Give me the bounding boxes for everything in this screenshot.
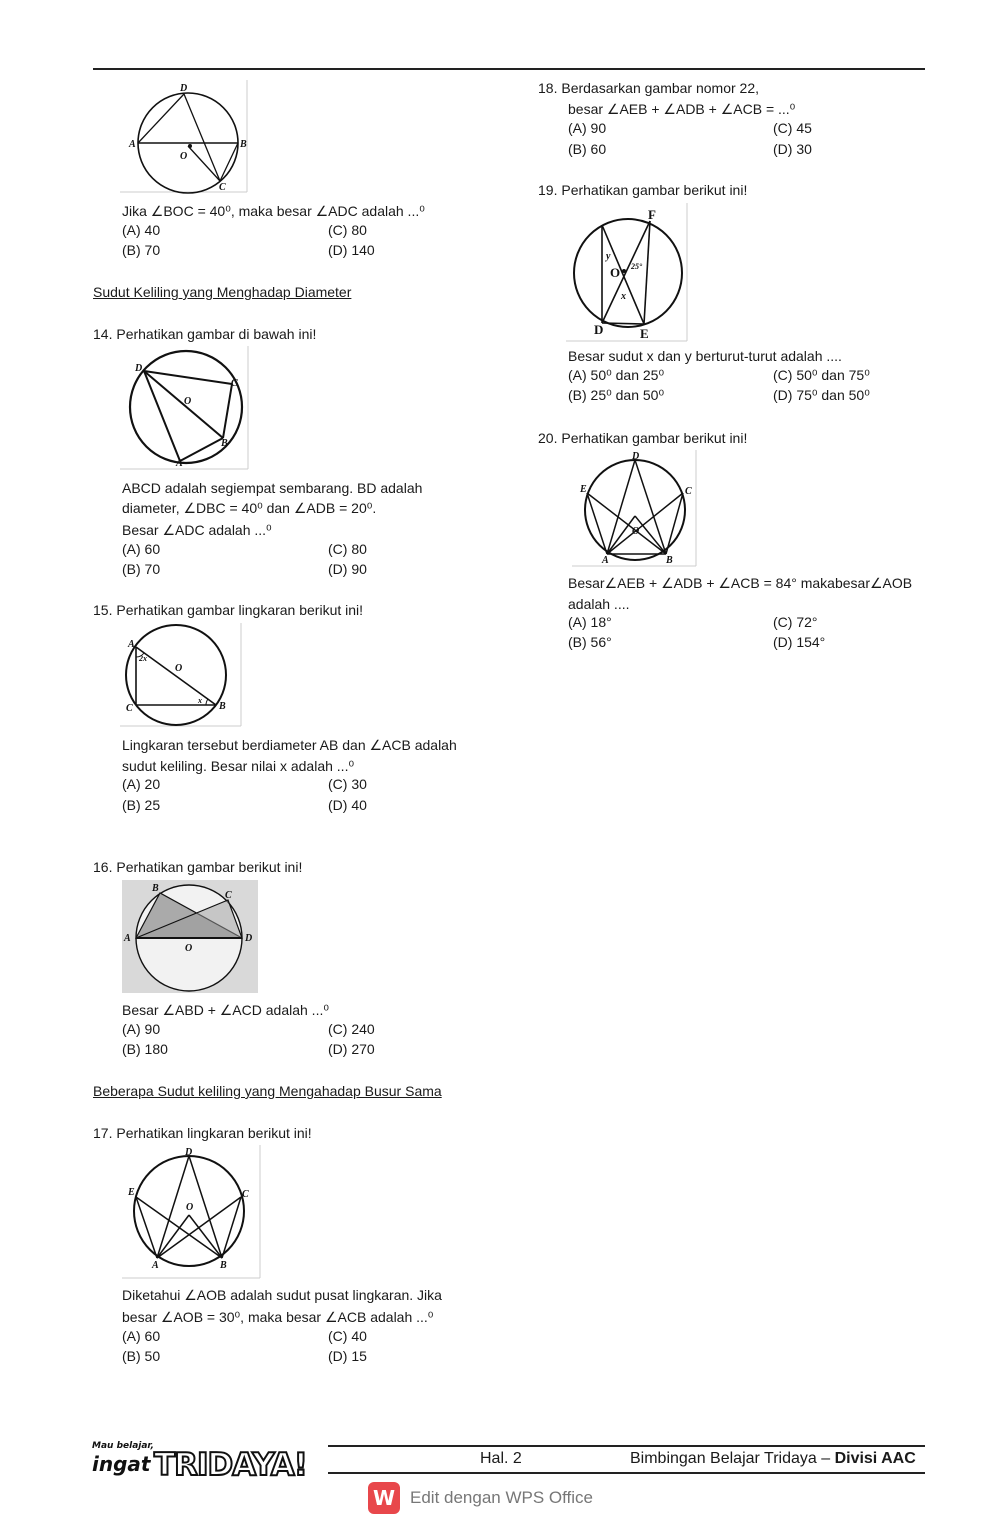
brand-ingat: ingat <box>92 1452 151 1476</box>
q19-label-o: O <box>610 265 621 280</box>
q17-diagram <box>122 1145 262 1280</box>
wps-office-icon: W <box>368 1482 400 1514</box>
q14-line3: Besar ∠ADC adalah ...⁰ <box>122 522 272 538</box>
brand-tagline: Mau belajar, <box>92 1441 154 1451</box>
footer-program <box>630 1450 916 1468</box>
q13-label-o: O <box>180 151 188 162</box>
q19-title: 19. Perhatikan gambar berikut ini! <box>538 182 748 198</box>
q17-label-o: O <box>186 1202 194 1213</box>
page-number: Hal. 2 <box>480 1450 522 1467</box>
q20-label-b: B <box>666 555 673 566</box>
q15-line2: sudut keliling. Besar nilai x adalah ...⁰ <box>122 758 355 774</box>
q19-label-angle: 25° <box>631 262 643 271</box>
section-heading-same-arc: Beberapa Sudut keliling yang Mengahadap Busur Sama <box>93 1083 442 1099</box>
q20-label-a: A <box>602 555 609 566</box>
q16-line1: Besar ∠ABD + ∠ACD adalah ...⁰ <box>122 1002 329 1018</box>
q14-option-d[interactable]: (D) 90 <box>328 561 367 577</box>
q19-label-y: y <box>606 251 611 262</box>
q18-option-a[interactable]: (A) 90 <box>568 120 607 136</box>
q20-label-c: C <box>685 486 692 497</box>
q20-option-d[interactable]: (D) 154° <box>773 634 826 650</box>
q13-label-b: B <box>240 139 247 150</box>
q19-option-d[interactable]: (D) 75⁰ dan 50⁰ <box>773 387 870 403</box>
q16-label-b: B <box>152 883 159 894</box>
q14-option-a[interactable]: (A) 60 <box>122 541 161 557</box>
q13-option-d[interactable]: (D) 140 <box>328 242 375 258</box>
q19-label-d: D <box>594 322 604 337</box>
q20-option-c[interactable]: (C) 72° <box>773 614 818 630</box>
q17-label-e: E <box>128 1187 135 1198</box>
q13-label-a: A <box>129 139 136 150</box>
q13-question: Jika ∠BOC = 40⁰, maka besar ∠ADC adalah ...⁰ <box>122 203 425 219</box>
q15-label-c: C <box>126 703 133 714</box>
q15-option-b[interactable]: (B) 25 <box>122 797 161 813</box>
q17-option-b[interactable]: (B) 50 <box>122 1348 161 1364</box>
q17-label-c: C <box>242 1189 249 1200</box>
q13-label-d: D <box>180 83 188 94</box>
q14-line2: diameter, ∠DBC = 40⁰ dan ∠ADB = 20⁰. <box>122 500 377 516</box>
q20-option-b[interactable]: (B) 56° <box>568 634 612 650</box>
q19-label-x: x <box>621 291 626 302</box>
section-heading-diameter: Sudut Keliling yang Menghadap Diameter <box>93 284 352 300</box>
q20-diagram <box>572 450 698 568</box>
tridaya-logo-graphic <box>92 1438 332 1480</box>
q14-line1: ABCD adalah segiempat sembarang. BD adalah <box>122 480 423 496</box>
q20-figure <box>572 450 698 568</box>
brand-name: TRIDAYA! <box>154 1447 307 1480</box>
q15-label-b: B <box>219 701 226 712</box>
q20-label-e: E <box>580 484 587 495</box>
q15-label-angle-a: 2x <box>139 654 147 663</box>
q19-option-c[interactable]: (C) 50⁰ dan 75⁰ <box>773 367 870 383</box>
footer-rule-top <box>328 1445 925 1447</box>
q20-label-d: D <box>632 451 640 462</box>
q15-option-c[interactable]: (C) 30 <box>328 776 367 792</box>
q14-label-o: O <box>184 396 192 407</box>
q16-option-c[interactable]: (C) 240 <box>328 1021 375 1037</box>
q14-title: 14. Perhatikan gambar di bawah ini! <box>93 326 317 342</box>
q17-line1: Diketahui ∠AOB adalah sudut pusat lingkaran. Jika <box>122 1287 442 1303</box>
wps-edit-label: Edit dengan WPS Office <box>410 1488 594 1507</box>
q18-title: 18. Berdasarkan gambar nomor 22, <box>538 80 760 96</box>
q13-option-c[interactable]: (C) 80 <box>328 222 367 238</box>
q16-label-d: D <box>245 933 253 944</box>
q19-diagram <box>566 203 689 343</box>
q14-label-c: C <box>231 378 238 389</box>
q20-title: 20. Perhatikan gambar berikut ini! <box>538 430 748 446</box>
q17-line2: besar ∠AOB = 30⁰, maka besar ∠ACB adalah ...⁰ <box>122 1309 434 1325</box>
q14-diagram <box>120 346 250 471</box>
footer-program-label: Bimbingan Belajar Tridaya – <box>630 1450 835 1467</box>
q16-option-d[interactable]: (D) 270 <box>328 1041 375 1057</box>
q17-option-d[interactable]: (D) 15 <box>328 1348 367 1364</box>
q19-line1: Besar sudut x dan y berturut-turut adalah .... <box>568 348 842 364</box>
q19-label-e: E <box>640 326 649 341</box>
tridaya-logo <box>92 1438 332 1480</box>
q17-title: 17. Perhatikan lingkaran berikut ini! <box>93 1125 312 1141</box>
q14-option-b[interactable]: (B) 70 <box>122 561 161 577</box>
q20-line1: Besar∠AEB + ∠ADB + ∠ACB = 84° makabesar∠AOB <box>568 575 913 591</box>
q20-option-a[interactable]: (A) 18° <box>568 614 612 630</box>
q14-label-d: D <box>135 363 143 374</box>
q14-label-a: A <box>176 458 183 469</box>
q15-diagram <box>120 623 243 728</box>
q15-figure <box>120 623 243 728</box>
q16-figure <box>122 880 258 993</box>
q17-option-c[interactable]: (C) 40 <box>328 1328 367 1344</box>
q15-option-d[interactable]: (D) 40 <box>328 797 367 813</box>
q13-label-c: C <box>219 182 226 193</box>
q14-option-c[interactable]: (C) 80 <box>328 541 367 557</box>
q15-option-a[interactable]: (A) 20 <box>122 776 161 792</box>
q19-label-f: F <box>648 207 656 222</box>
q15-label-o: O <box>175 663 183 674</box>
q13-option-a[interactable]: (A) 40 <box>122 222 161 238</box>
q16-label-c: C <box>225 890 232 901</box>
q17-label-b: B <box>220 1260 227 1271</box>
top-rule <box>93 68 925 70</box>
q15-label-angle-b: x <box>198 696 202 705</box>
q19-option-a[interactable]: (A) 50⁰ dan 25⁰ <box>568 367 665 383</box>
q19-option-b[interactable]: (B) 25⁰ dan 50⁰ <box>568 387 665 403</box>
q18-option-d[interactable]: (D) 30 <box>773 141 812 157</box>
q18-option-b[interactable]: (B) 60 <box>568 141 607 157</box>
footer-rule-bottom <box>328 1472 925 1474</box>
q16-label-o: O <box>185 943 193 954</box>
q13-diagram <box>120 80 250 195</box>
q16-diagram <box>122 880 258 993</box>
q15-title: 15. Perhatikan gambar lingkaran berikut ini! <box>93 602 364 618</box>
q18-option-c[interactable]: (C) 45 <box>773 120 812 136</box>
footer-division: Divisi AAC <box>834 1450 916 1467</box>
q16-option-a[interactable]: (A) 90 <box>122 1021 161 1037</box>
q13-figure <box>120 80 250 195</box>
q18-line1: besar ∠AEB + ∠ADB + ∠ACB = ...⁰ <box>568 101 796 117</box>
q17-figure <box>122 1145 262 1280</box>
q14-label-b: B <box>221 438 228 449</box>
q16-title: 16. Perhatikan gambar berikut ini! <box>93 859 303 875</box>
q17-option-a[interactable]: (A) 60 <box>122 1328 161 1344</box>
q20-line2: adalah .... <box>568 596 630 612</box>
q15-line1: Lingkaran tersebut berdiameter AB dan ∠ACB adalah <box>122 737 457 753</box>
q17-label-a: A <box>152 1260 159 1271</box>
q16-option-b[interactable]: (B) 180 <box>122 1041 168 1057</box>
q20-label-o: O <box>632 526 640 537</box>
q16-label-a: A <box>124 933 131 944</box>
wps-edit-banner[interactable] <box>368 1482 593 1514</box>
q17-label-d: D <box>185 1147 193 1158</box>
q14-figure <box>120 346 250 471</box>
q19-figure <box>566 203 689 343</box>
q13-option-b[interactable]: (B) 70 <box>122 242 161 258</box>
q15-label-a: A <box>128 639 135 650</box>
